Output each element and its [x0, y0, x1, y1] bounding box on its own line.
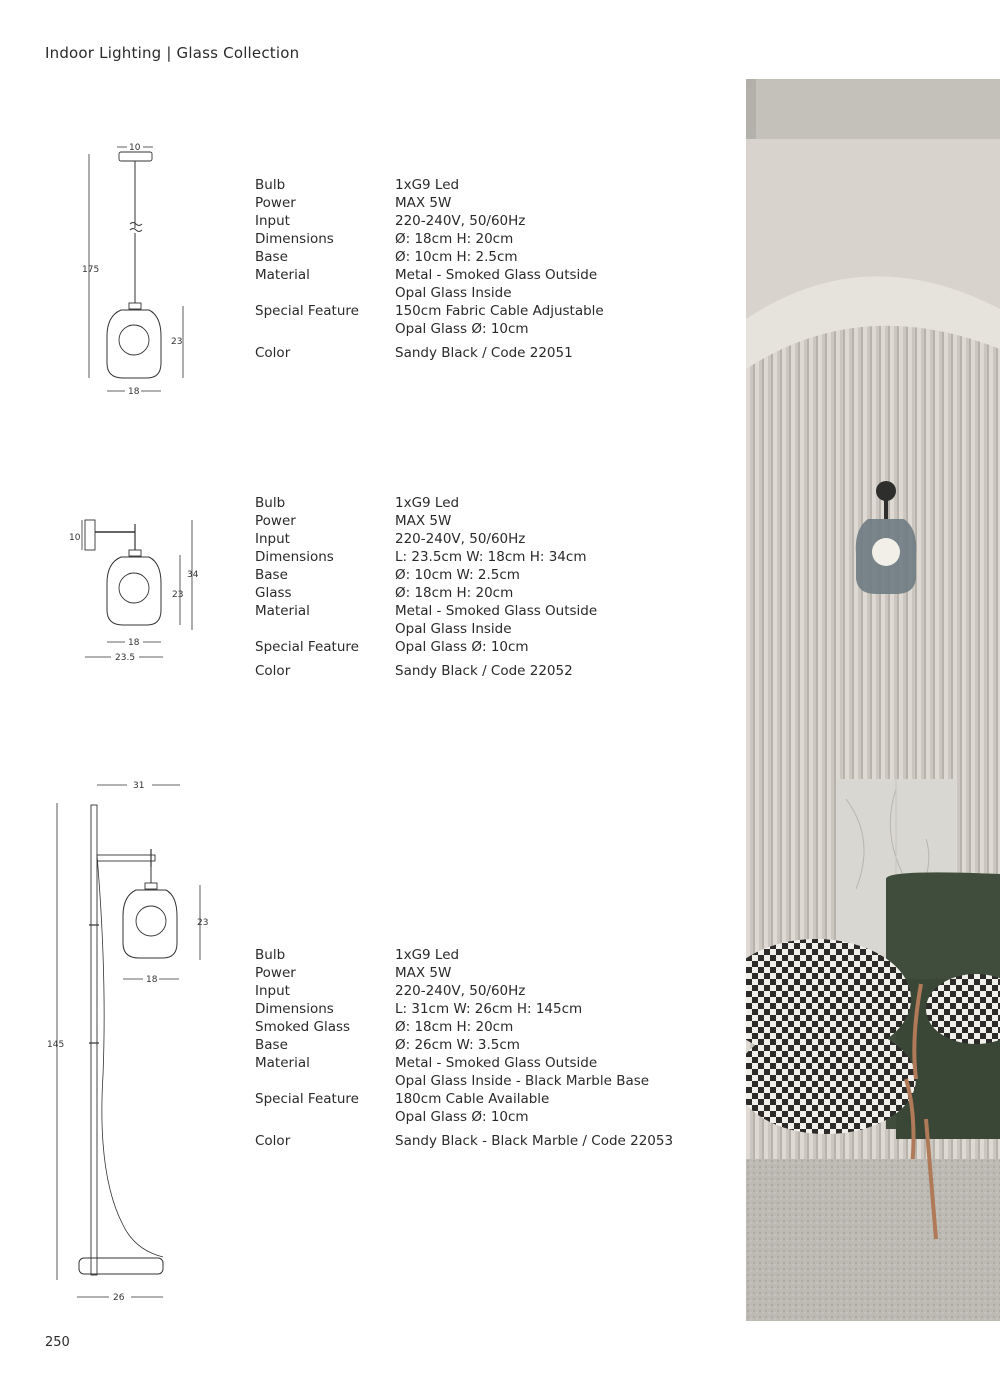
spec-value: 150cm Fabric Cable Adjustable — [395, 303, 604, 319]
dim-height-glass: 23 — [172, 590, 184, 600]
spec-row — [255, 584, 725, 602]
spec-label: Base — [255, 249, 288, 265]
dim-width-top: 10 — [129, 143, 141, 153]
spec-value: Opal Glass Ø: 10cm — [395, 1109, 529, 1125]
spec-value: Metal - Smoked Glass Outside — [395, 267, 598, 283]
spec-row — [255, 284, 725, 302]
spec-row — [255, 494, 725, 512]
spec-row — [255, 638, 725, 656]
spec-label: Glass — [255, 585, 292, 601]
spec-value: Opal Glass Ø: 10cm — [395, 639, 529, 655]
spec-value: 220-240V, 50/60Hz — [395, 983, 526, 999]
spec-label: Color — [255, 663, 291, 679]
spec-label: Bulb — [255, 947, 286, 963]
floor-lamp-technical-drawing — [45, 775, 215, 1309]
spec-value: 1xG9 Led — [395, 495, 460, 511]
dim-width-glass: 18 — [146, 975, 158, 985]
spec-row — [255, 1072, 725, 1090]
spec-label: Material — [255, 267, 310, 283]
spec-label: Smoked Glass — [255, 1019, 351, 1035]
spec-value: Ø: 10cm W: 2.5cm — [395, 567, 520, 583]
spec-table-floor-lamp — [255, 946, 725, 1150]
spec-label: Input — [255, 983, 290, 999]
spec-row — [255, 512, 725, 530]
spec-label: Input — [255, 213, 290, 229]
spec-row — [255, 982, 725, 1000]
spec-table-pendant — [255, 176, 725, 362]
spec-value: 220-240V, 50/60Hz — [395, 213, 526, 229]
spec-row — [255, 266, 725, 284]
spec-label: Special Feature — [255, 639, 359, 655]
spec-row — [255, 1090, 725, 1108]
spec-label: Base — [255, 1037, 288, 1053]
spec-value: Opal Glass Ø: 10cm — [395, 321, 529, 337]
spec-label: Material — [255, 1055, 310, 1071]
spec-value: Ø: 10cm H: 2.5cm — [395, 249, 518, 265]
page-number: 250 — [45, 1335, 70, 1350]
spec-row — [255, 964, 725, 982]
dim-width-base: 26 — [113, 1293, 125, 1303]
spec-label: Dimensions — [255, 231, 334, 247]
spec-value: Ø: 18cm H: 20cm — [395, 1019, 514, 1035]
dim-height-total: 34 — [187, 570, 199, 580]
spec-row — [255, 566, 725, 584]
spec-row — [255, 302, 725, 320]
spec-value: L: 31cm W: 26cm H: 145cm — [395, 1001, 583, 1017]
spec-label: Power — [255, 195, 296, 211]
spec-value: 220-240V, 50/60Hz — [395, 531, 526, 547]
dim-width-top: 31 — [133, 781, 145, 791]
dim-width-glass: 18 — [128, 387, 140, 397]
spec-value: Opal Glass Inside — [395, 285, 512, 301]
spec-value: 1xG9 Led — [395, 947, 460, 963]
spec-value: Opal Glass Inside - Black Marble Base — [395, 1073, 650, 1089]
spec-label: Dimensions — [255, 1001, 334, 1017]
wall-light-technical-drawing — [65, 510, 205, 674]
spec-row — [255, 1036, 725, 1054]
spec-label: Power — [255, 513, 296, 529]
spec-row — [255, 602, 725, 620]
spec-label: Bulb — [255, 495, 286, 511]
spec-row — [255, 248, 725, 266]
spec-value: Ø: 18cm H: 20cm — [395, 585, 514, 601]
spec-row-color — [255, 1132, 725, 1150]
spec-label: Color — [255, 1133, 291, 1149]
spec-value: MAX 5W — [395, 965, 452, 981]
spec-value: Ø: 18cm H: 20cm — [395, 231, 514, 247]
spec-value: Sandy Black / Code 22051 — [395, 345, 573, 361]
spec-label: Input — [255, 531, 290, 547]
page-title: Indoor Lighting | Glass Collection — [45, 44, 300, 62]
spec-value: Sandy Black / Code 22052 — [395, 663, 573, 679]
spec-row — [255, 176, 725, 194]
spec-row — [255, 212, 725, 230]
dim-height-total: 145 — [47, 1040, 65, 1050]
spec-value: MAX 5W — [395, 513, 452, 529]
spec-label: Special Feature — [255, 303, 359, 319]
dim-base: 10 — [69, 533, 81, 543]
dim-depth: 23.5 — [115, 653, 136, 663]
spec-row-color — [255, 662, 725, 680]
spec-row — [255, 620, 725, 638]
spec-value: L: 23.5cm W: 18cm H: 34cm — [395, 549, 587, 565]
dim-height-glass: 23 — [197, 918, 209, 928]
spec-row — [255, 1000, 725, 1018]
spec-value: Metal - Smoked Glass Outside — [395, 1055, 598, 1071]
spec-value: Sandy Black - Black Marble / Code 22053 — [395, 1133, 674, 1149]
spec-value: Ø: 26cm W: 3.5cm — [395, 1037, 520, 1053]
spec-row — [255, 230, 725, 248]
spec-label: Dimensions — [255, 549, 334, 565]
spec-row — [255, 530, 725, 548]
spec-label: Base — [255, 567, 288, 583]
pendant-technical-drawing — [75, 138, 205, 407]
spec-row — [255, 946, 725, 964]
spec-label: Special Feature — [255, 1091, 359, 1107]
dim-width-glass: 18 — [128, 638, 140, 648]
dim-height-glass: 23 — [171, 337, 183, 347]
spec-row-color — [255, 344, 725, 362]
spec-row — [255, 1054, 725, 1072]
spec-row — [255, 1018, 725, 1036]
spec-label: Power — [255, 965, 296, 981]
spec-label: Bulb — [255, 177, 286, 193]
spec-value: Metal - Smoked Glass Outside — [395, 603, 598, 619]
dim-height-total: 175 — [82, 265, 100, 275]
spec-row — [255, 194, 725, 212]
spec-table-wall-light — [255, 494, 725, 680]
spec-row — [255, 1108, 725, 1126]
interior-photo — [746, 79, 1000, 1321]
spec-row — [255, 548, 725, 566]
spec-value: Opal Glass Inside — [395, 621, 512, 637]
spec-value: 180cm Cable Available — [395, 1091, 550, 1107]
spec-value: MAX 5W — [395, 195, 452, 211]
spec-row — [255, 320, 725, 338]
spec-value: 1xG9 Led — [395, 177, 460, 193]
spec-label: Material — [255, 603, 310, 619]
spec-label: Color — [255, 345, 291, 361]
